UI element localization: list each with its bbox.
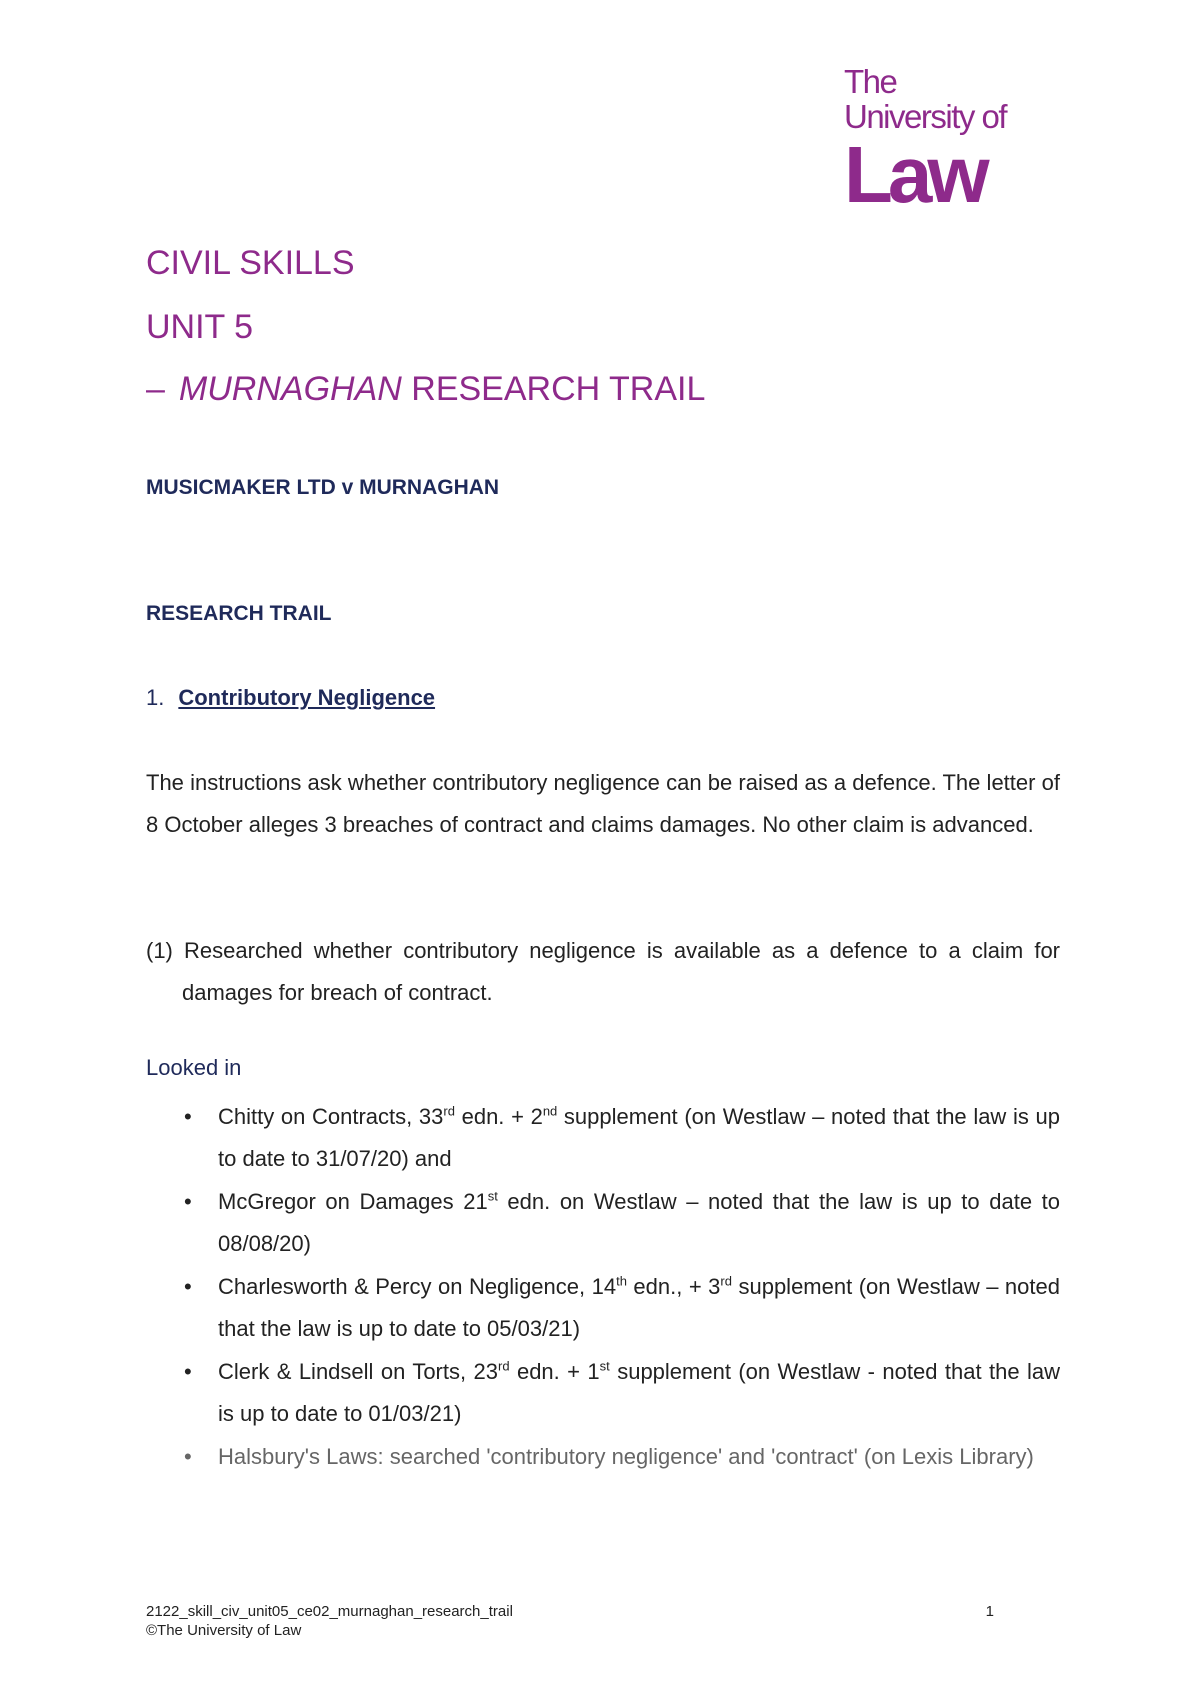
heading-case-name: MURNAGHAN	[178, 370, 402, 408]
heading-dash: –	[146, 370, 165, 408]
list-item	[146, 1351, 1060, 1435]
page-number: 1	[985, 1603, 994, 1620]
ordinal-suffix: rd	[720, 1273, 732, 1289]
university-logo	[844, 63, 1034, 219]
list-item	[146, 1181, 1060, 1265]
source-text: Halsbury's Laws: searched 'contributory negligence' and 'contract' (on Lexis Library)	[218, 1444, 1034, 1469]
source-text: Chitty on Contracts, 33	[218, 1104, 444, 1129]
logo-line-the: The	[844, 63, 897, 100]
logo-line-law: Law	[844, 130, 985, 219]
ordinal-suffix: nd	[542, 1103, 558, 1119]
section-title: Contributory Negligence	[178, 685, 436, 710]
bullet-icon: •	[184, 1274, 192, 1299]
research-step-paragraph: (1) Researched whether contributory negligence is available as a defence to a claim for damages for breach of contract.	[146, 938, 1060, 1005]
footer-filename: 2122_skill_civ_unit05_ce02_murnaghan_research_trail	[146, 1603, 513, 1620]
source-text: edn. on Westlaw – noted that the law is up to date to 08/08/20)	[218, 1189, 1060, 1256]
source-text: supplement (on Westlaw – noted that the law is up to date to 05/03/21)	[218, 1274, 1060, 1341]
instructions-paragraph: The instructions ask whether contributory negligence can be raised as a defence. The letter of 8 October alleges 3 breaches of contract and claims damages. No other claim is advanced.	[146, 770, 1060, 837]
research-trail-title: RESEARCH TRAIL	[146, 602, 332, 625]
source-text: supplement (on Westlaw - noted that the law is up to date to 01/03/21)	[218, 1359, 1060, 1426]
ordinal-suffix: st	[599, 1358, 610, 1374]
page-footer	[146, 1602, 994, 1640]
heading-civil-skills: CIVIL SKILLS	[146, 244, 355, 282]
source-text: Clerk & Lindsell on Torts, 23	[218, 1359, 498, 1384]
heading-research-trail	[146, 370, 705, 409]
bullet-icon: •	[184, 1189, 192, 1214]
source-text: McGregor on Damages 21	[218, 1189, 488, 1214]
source-text: Charlesworth & Percy on Negligence, 14	[218, 1274, 617, 1299]
section-heading	[146, 685, 435, 711]
heading-unit: UNIT 5	[146, 308, 254, 346]
source-text: edn. + 2	[454, 1104, 543, 1129]
logo-line-university-of: University of	[844, 98, 1007, 135]
source-text: edn., + 3	[626, 1274, 721, 1299]
list-item	[146, 1436, 1060, 1478]
bullet-icon: •	[184, 1359, 192, 1384]
bullet-icon: •	[184, 1444, 192, 1469]
list-item	[146, 1096, 1060, 1180]
sources-list	[146, 1096, 1060, 1479]
footer-copyright: ©The University of Law	[146, 1622, 302, 1639]
looked-in-label: Looked in	[146, 1055, 242, 1080]
ordinal-suffix: rd	[443, 1103, 455, 1119]
ordinal-suffix: st	[487, 1188, 498, 1204]
section-number: 1.	[146, 685, 165, 710]
bullet-icon: •	[184, 1104, 192, 1129]
case-title: MUSICMAKER LTD v MURNAGHAN	[146, 476, 500, 499]
source-text: supplement (on Westlaw – noted that the law is up to date to 31/07/20) and	[218, 1104, 1060, 1171]
heading-rest: RESEARCH TRAIL	[401, 370, 706, 408]
ordinal-suffix: rd	[497, 1358, 510, 1374]
list-item	[146, 1266, 1060, 1350]
ordinal-suffix: th	[616, 1273, 627, 1289]
source-text: edn. + 1	[509, 1359, 600, 1384]
